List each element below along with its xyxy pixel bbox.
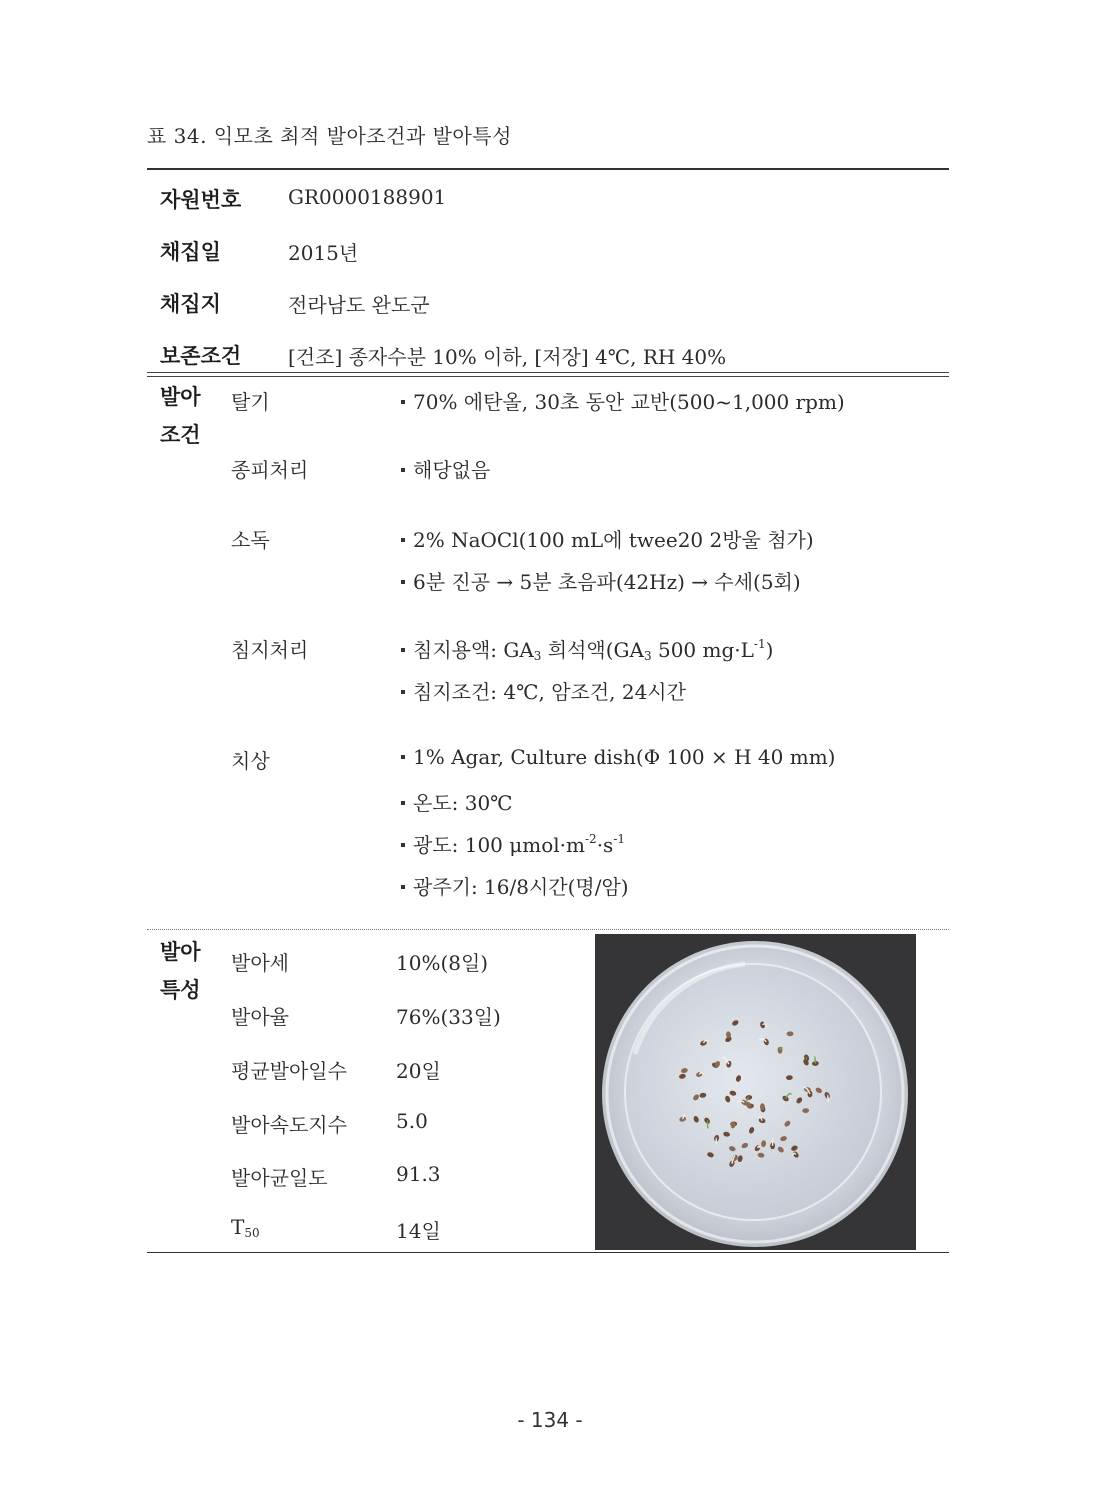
germination-energy-value: 10%(8일) <box>396 951 489 975</box>
placement-text-2: 온도: 30℃ <box>413 791 513 815</box>
collection-place-label: 채집지 <box>160 292 221 316</box>
collection-date-label: 채집일 <box>160 240 221 264</box>
placement-value-2 <box>401 787 513 816</box>
bullet-icon <box>401 755 405 759</box>
placement-value-4 <box>401 871 629 900</box>
bottom-rule <box>147 1252 949 1253</box>
traits-section-label <box>160 933 220 1009</box>
seed-coat-text: 해당없음 <box>413 458 491 482</box>
sprout <box>815 1057 816 1064</box>
disinfection-text-2: 6분 진공 → 5분 초음파(42Hz) → 수세(5회) <box>413 570 801 594</box>
seed-coat-value <box>401 454 490 483</box>
soaking-text-2: 침지조건: 4℃, 암조건, 24시간 <box>413 680 686 704</box>
germination-energy-label: 발아세 <box>231 951 289 975</box>
sprout <box>716 1138 717 1144</box>
placement-text-3b: ·s <box>596 833 614 857</box>
dotted-rule <box>147 929 949 930</box>
bullet-icon <box>401 538 405 542</box>
disinfection-label: 소독 <box>231 528 270 552</box>
mean-germination-days-value: 20일 <box>396 1059 441 1083</box>
t50-value: 14일 <box>396 1219 441 1243</box>
conditions-label-line1: 발아 <box>160 385 201 409</box>
conditions-section-label <box>160 378 220 454</box>
conditions-label-line2: 조건 <box>160 423 201 447</box>
bullet-icon <box>401 468 405 472</box>
mean-germination-days-label: 평균발아일수 <box>231 1059 347 1083</box>
seed-coat-label: 종피처리 <box>231 458 309 482</box>
bullet-icon <box>401 690 405 694</box>
soaking-value-2 <box>401 676 686 705</box>
placement-text-1: 1% Agar, Culture dish(Φ 100 × H 40 mm) <box>413 745 836 769</box>
bullet-icon <box>401 400 405 404</box>
germination-uniformity-label: 발아균일도 <box>231 1166 328 1190</box>
top-rule <box>147 168 949 170</box>
soaking-text-c: 500 mg·L <box>651 638 754 662</box>
soaking-text-d: ) <box>765 638 774 662</box>
placement-label: 치상 <box>231 749 270 773</box>
germination-rate-value: 76%(33일) <box>396 1005 501 1029</box>
storage-condition-label: 보존조건 <box>160 344 242 368</box>
germination-rate-label: 발아율 <box>231 1005 289 1029</box>
placement-text-3a: 광도: 100 μmol·m <box>413 833 585 857</box>
dehull-value <box>401 386 845 415</box>
bullet-icon <box>401 843 405 847</box>
t50-label-main: T <box>231 1215 245 1239</box>
germination-uniformity-value: 91.3 <box>396 1162 441 1186</box>
dehull-label: 탈기 <box>231 390 270 414</box>
placement-sup-1: -2 <box>585 832 597 846</box>
disinfection-text-1: 2% NaOCl(100 mL에 twee20 2방울 첨가) <box>413 528 814 552</box>
dehull-text: 70% 에탄올, 30초 동안 교반(500~1,000 rpm) <box>413 390 845 414</box>
soaking-text-a: 침지용액: GA <box>413 638 534 662</box>
placement-value-1 <box>401 745 835 769</box>
resource-id-value: GR0000188901 <box>288 185 447 209</box>
soaking-text-b: 희석액(GA <box>541 638 644 662</box>
germination-speed-index-label: 발아속도지수 <box>231 1113 347 1137</box>
soaking-sup: -1 <box>753 637 766 651</box>
collection-place-value: 전라남도 완도군 <box>288 293 430 317</box>
bullet-icon <box>401 580 405 584</box>
placement-text-4: 광주기: 16/8시간(명/암) <box>413 875 629 899</box>
traits-label-line2: 특성 <box>160 978 201 1002</box>
sprout <box>707 1121 708 1129</box>
t50-label <box>231 1215 260 1240</box>
germination-speed-index-value: 5.0 <box>396 1109 428 1133</box>
bullet-icon <box>401 885 405 889</box>
soaking-sub-b: 3 <box>643 649 652 663</box>
petri-dish-photo <box>595 934 916 1250</box>
page-number: - 134 - <box>517 1408 583 1432</box>
disinfection-value-1 <box>401 524 814 553</box>
soaking-sub-a: 3 <box>533 649 542 663</box>
bullet-icon <box>401 648 405 652</box>
collection-date-value: 2015년 <box>288 241 359 265</box>
traits-label-line1: 발아 <box>160 940 201 964</box>
bullet-icon <box>401 801 405 805</box>
table-caption: 표 34. 익모초 최적 발아조건과 발아특성 <box>147 124 512 148</box>
storage-condition-value: [건조] 종자수분 10% 이하, [저장] 4℃, RH 40% <box>288 345 727 369</box>
resource-id-label: 자원번호 <box>160 188 242 212</box>
soaking-value-1 <box>401 634 773 663</box>
placement-sup-2: -1 <box>613 832 626 846</box>
placement-value-3 <box>401 829 625 858</box>
soaking-label: 침지처리 <box>231 638 309 662</box>
t50-label-sub: 50 <box>244 1226 260 1240</box>
double-rule <box>147 372 949 377</box>
disinfection-value-2 <box>401 566 801 595</box>
